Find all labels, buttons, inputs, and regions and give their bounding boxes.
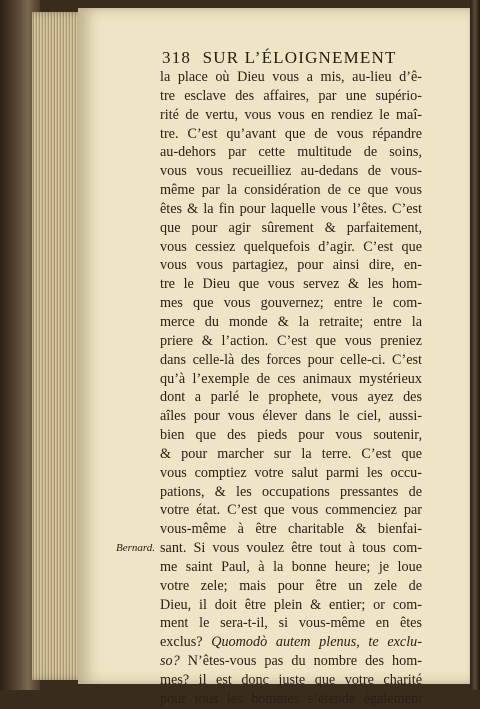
text-line: Dieu, il doit être plein & entier; or com-: [160, 596, 422, 613]
question-text: N’êtes-vous pas du nombre des hom-: [187, 653, 423, 670]
latin-quote-end: so?: [160, 653, 180, 670]
text-line: êtes & la fin pour laquelle vous l’êtes. C’est: [160, 200, 422, 217]
text-line: sant. Si vous voulez être tout à tous com-: [160, 540, 422, 557]
text-line: vous vous partagiez, pour ainsi dire, en-: [160, 257, 422, 274]
text-line: qu’à l’exemple de ces animaux mystérieux: [160, 370, 422, 387]
text-line: la place où Dieu vous a mis, au-lieu d’ê-: [160, 69, 422, 85]
text-line: aîles pour vous élever dans le ciel, aussi-: [160, 408, 422, 425]
text-line: vous vous recueilliez au-dedans de vous-: [160, 163, 422, 180]
text-line: même par la considération de ce que vous: [160, 182, 422, 199]
text-line: que pour agir sûrement & parfaitement,: [160, 219, 422, 236]
text-line: bien que des pieds pour vous soutenir,: [160, 427, 422, 444]
margin-note: Bernard.: [116, 542, 156, 554]
text-line: votre zele; mais pour être un zele de: [160, 577, 422, 594]
text-line: vous cessiez quelquefois d’agir. C’est que: [160, 238, 422, 255]
text-line-mixed: [160, 652, 422, 671]
text-line: me saint Paul, à la bonne heure; je loue: [160, 558, 422, 575]
right-page-edge: [470, 0, 480, 690]
text-line: mes? il est donc juste que votre charité: [160, 672, 422, 688]
text-line: merce du monde & la retraite; entre la: [160, 313, 422, 330]
text-line: tre le Dieu que vous servez & les hom-: [160, 276, 422, 293]
text-line: rité de vertu, vous vous en rendiez le maî-: [160, 106, 422, 123]
text-line: pations, & les occupations pressantes de: [160, 483, 422, 500]
text-line: vous-même à être charitable & bienfai-: [160, 521, 422, 538]
text-line: mes que vous gouvernez; entre le com-: [160, 295, 422, 312]
text-line: votre état. C’est que vous commenciez par: [160, 502, 422, 519]
page-number: 318: [162, 48, 192, 67]
text-line: tre esclave des affaires, par une supério-: [160, 87, 422, 104]
text-line: dans celle-là des forces pour celle-ci. C’est: [160, 351, 422, 368]
latin-lead: exclus?: [160, 634, 203, 651]
text-line: dont a parlé le prophete, vous ayez des: [160, 389, 422, 406]
text-line-mixed: [160, 633, 422, 652]
body-text: [160, 68, 422, 709]
running-header: [162, 48, 402, 70]
latin-quote: Quomodò autem plenus, te exclu-: [211, 634, 422, 651]
text-line: ment le sera-t-il, si vous-même en êtes: [160, 615, 422, 632]
text-line: au-dehors par cette multitude de soins,: [160, 144, 422, 161]
text-line: pour tous les hommes s’étende également: [160, 690, 422, 707]
running-title: SUR L’ÉLOIGNEMENT: [202, 48, 397, 67]
text-line: priere & l’action. C’est que vous preniez: [160, 332, 422, 349]
text-line: vous comptiez votre salut parmi les occu-: [160, 464, 422, 481]
text-line: & pour marcher sur la terre. C’est que: [160, 445, 422, 462]
text-line: tre. C’est qu’avant que de vous répandre: [160, 125, 422, 142]
